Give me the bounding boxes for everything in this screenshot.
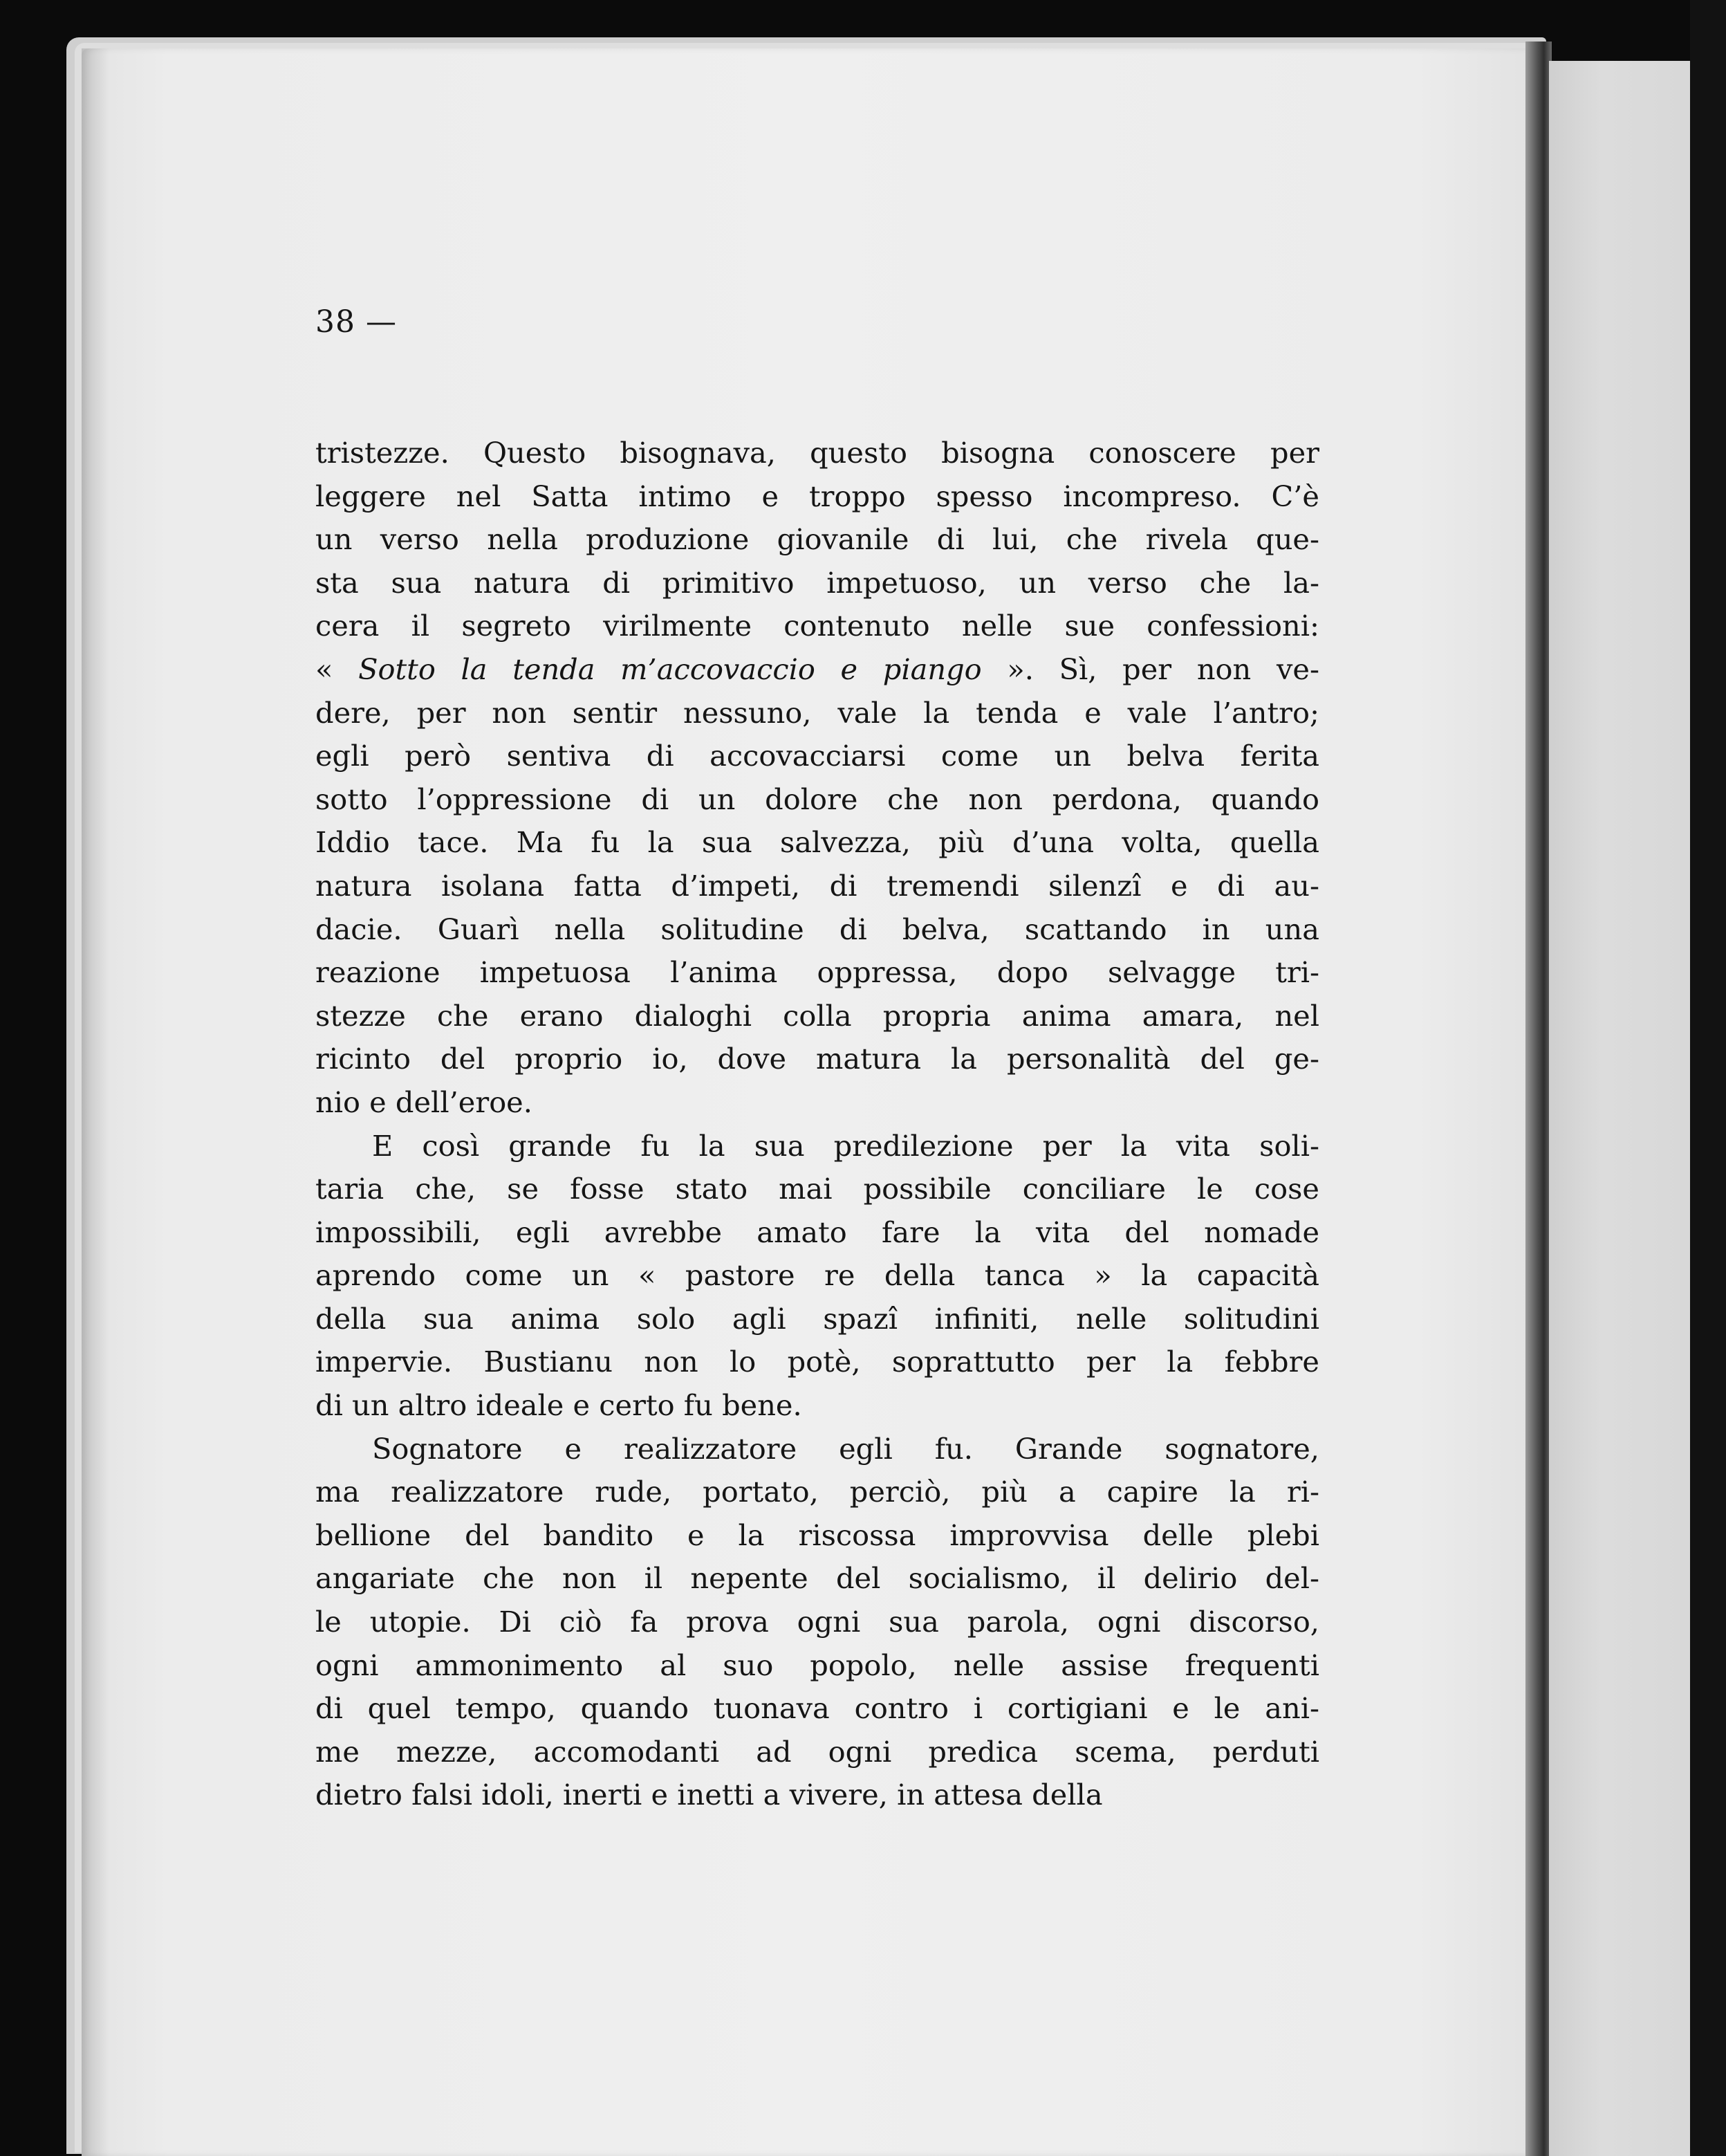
text-line: un verso nella produzione giovanile di lui, che rivela que- [315, 522, 1319, 557]
text-line: dietro falsi idoli, inerti e inetti a vivere, in attesa della [315, 1778, 1103, 1812]
text-line: natura isolana fatta d’impeti, di tremendi silenzî e di au- [315, 868, 1319, 903]
page-edge-shadow [82, 48, 109, 2156]
scan-background-right [1690, 0, 1726, 2156]
page-number: 38 — [315, 304, 397, 340]
text-line: tristezze. Questo bisognava, questo bisogna conoscere per [315, 436, 1319, 470]
book-gutter [1525, 42, 1552, 2156]
text-line: nio e dell’eroe. [315, 1085, 532, 1119]
body-text [315, 432, 1319, 1817]
text-line: angariate che non il nepente del socialismo, il delirio del- [315, 1561, 1319, 1596]
text-line: cera il segreto virilmente contenuto nelle sue confessioni: [315, 609, 1319, 643]
text-line: bellione del bandito e la riscossa improvvisa delle plebi [315, 1518, 1319, 1552]
text-line: dacie. Guarì nella solitudine di belva, scattando in una [315, 912, 1319, 946]
text-line: dere, per non sentir nessuno, vale la tenda e vale l’antro; [315, 695, 1319, 730]
text-line: di un altro ideale e certo fu bene. [315, 1388, 802, 1423]
text-line: aprendo come un « pastore re della tanca » la capacità [315, 1258, 1319, 1293]
text-line: reazione impetuosa l’anima oppressa, dopo selvagge tri- [315, 955, 1319, 990]
text-line: impervie. Bustianu non lo potè, soprattutto per la febbre [315, 1345, 1319, 1379]
text-line: della sua anima solo agli spazî infiniti, nelle solitudini [315, 1301, 1319, 1336]
text-line: impossibili, egli avrebbe amato fare la vita del nomade [315, 1215, 1319, 1249]
text-line: Iddio tace. Ma fu la sua salvezza, più d’una volta, quella [315, 825, 1319, 860]
text-line: Sognatore e realizzatore egli fu. Grande sognatore, [372, 1431, 1319, 1466]
paragraph [315, 432, 1319, 1125]
text-line: taria che, se fosse stato mai possibile conciliare le cose [315, 1172, 1319, 1206]
text-line: sta sua natura di primitivo impetuoso, un verso che la- [315, 565, 1319, 600]
text-line: me mezze, accomodanti ad ogni predica scema, perduti [315, 1734, 1319, 1769]
paragraph [315, 1125, 1319, 1428]
text-line: leggere nel Satta intimo e troppo spesso incompreso. C’è [315, 479, 1319, 513]
text-line: ricinto del proprio io, dove matura la personalità del ge- [315, 1042, 1319, 1076]
text-line: le utopie. Di ciò fa prova ogni sua parola, ogni discorso, [315, 1605, 1319, 1639]
text-line: E così grande fu la sua predilezione per la vita soli- [372, 1128, 1319, 1163]
text-line: ogni ammonimento al suo popolo, nelle assise frequenti [315, 1648, 1319, 1682]
paragraph [315, 1428, 1319, 1817]
text-line: « Sotto la tenda m’accovaccio e piango ». Sì, per non ve- [315, 652, 1319, 686]
scan-background-top [0, 0, 1726, 39]
italic-quote: Sotto la tenda m’accovaccio e piango [358, 652, 982, 686]
text-line: sotto l’oppressione di un dolore che non perdona, quando [315, 782, 1319, 816]
text-line: stezze che erano dialoghi colla propria anima amara, nel [315, 998, 1319, 1033]
text-line: di quel tempo, quando tuonava contro i cortigiani e le ani- [315, 1691, 1319, 1726]
text-line: ma realizzatore rude, portato, perciò, più a capire la ri- [315, 1475, 1319, 1509]
text-line: egli però sentiva di accovacciarsi come un belva ferita [315, 739, 1319, 773]
